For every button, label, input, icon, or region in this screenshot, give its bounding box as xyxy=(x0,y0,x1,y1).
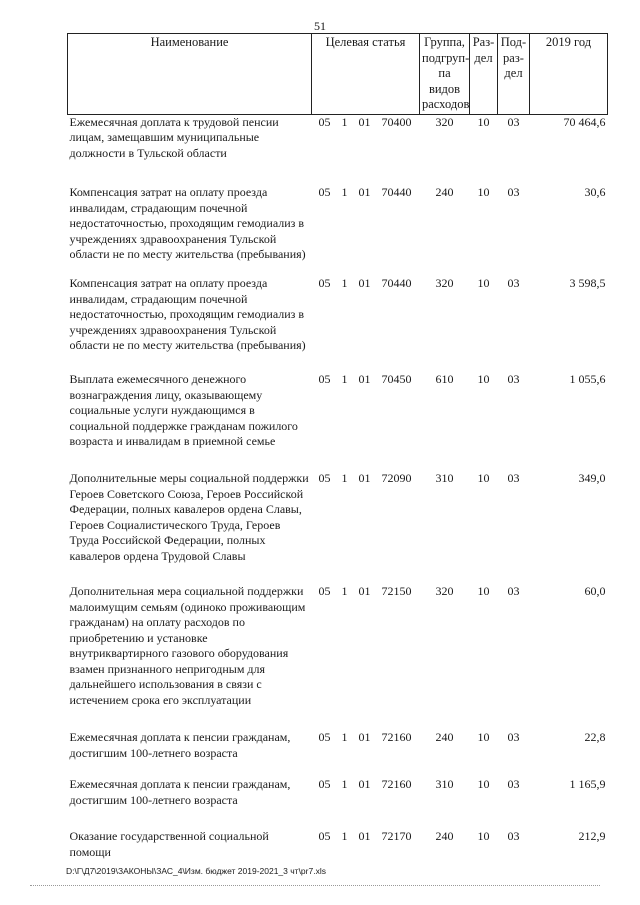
row-amount-2019: 30,6 xyxy=(584,185,606,199)
row-target-article xyxy=(312,584,420,730)
row-expense-group: 320 xyxy=(435,276,454,290)
budget-table xyxy=(67,33,608,869)
table-row xyxy=(68,777,608,829)
target-article-part: 05 xyxy=(318,777,331,791)
target-article-part: 72090 xyxy=(381,471,412,485)
target-article-part: 70440 xyxy=(381,276,412,290)
target-article-part: 72170 xyxy=(381,829,412,843)
row-amount-2019: 70 464,6 xyxy=(563,114,606,129)
row-target-article xyxy=(312,276,420,372)
row-expense-group: 240 xyxy=(435,829,454,843)
row-section: 10 xyxy=(477,777,490,791)
row-subsection: 03 xyxy=(507,114,520,129)
row-section: 10 xyxy=(477,276,490,290)
row-subsection: 03 xyxy=(507,185,520,199)
target-article-part: 1 xyxy=(341,777,348,791)
footer-divider xyxy=(30,885,600,886)
row-subsection: 03 xyxy=(507,829,520,843)
row-subsection: 03 xyxy=(507,372,520,386)
row-target-article xyxy=(312,114,420,185)
row-amount-2019: 212,9 xyxy=(578,829,606,843)
row-name: Дополнительная мера социальной поддержки малоимущим семьям (одиноко проживающим гражданам) на оплату расходов по приобретению и установке внутриквартирного газового оборудования взамен признанного непригодным для дальнейшего использования в связи с истечением срока его эксплуатации xyxy=(69,584,306,707)
row-subsection: 03 xyxy=(507,471,520,485)
target-article-part: 01 xyxy=(358,471,371,485)
row-amount-2019: 3 598,5 xyxy=(569,276,606,290)
row-section: 10 xyxy=(477,185,490,199)
row-section: 10 xyxy=(477,584,490,598)
target-article-part: 05 xyxy=(318,114,331,129)
row-expense-group: 320 xyxy=(435,584,454,598)
target-article-part: 05 xyxy=(318,471,331,485)
target-article-part: 1 xyxy=(341,372,348,386)
target-article-part: 1 xyxy=(341,114,348,129)
row-subsection: 03 xyxy=(507,276,520,290)
target-article-part: 01 xyxy=(358,584,371,598)
target-article-part: 05 xyxy=(318,584,331,598)
table-row xyxy=(68,584,608,730)
header-subsection: Под-раз-дел xyxy=(498,34,530,115)
row-expense-group: 320 xyxy=(435,114,454,129)
table-row xyxy=(68,114,608,185)
row-name: Оказание государственной социальной помощи xyxy=(69,829,269,859)
header-name: Наименование xyxy=(68,34,312,115)
row-section: 10 xyxy=(477,372,490,386)
target-article-part: 70450 xyxy=(381,372,412,386)
target-article-part: 1 xyxy=(341,829,348,843)
row-section: 10 xyxy=(477,829,490,843)
row-expense-group: 240 xyxy=(435,185,454,199)
row-expense-group: 240 xyxy=(435,730,454,744)
target-article-part: 01 xyxy=(358,372,371,386)
row-amount-2019: 349,0 xyxy=(578,471,606,485)
row-amount-2019: 1 165,9 xyxy=(569,777,606,791)
table-row xyxy=(68,829,608,869)
row-section: 10 xyxy=(477,471,490,485)
row-expense-group: 310 xyxy=(435,471,454,485)
table-header-row xyxy=(68,34,608,115)
table-row xyxy=(68,185,608,276)
row-expense-group: 610 xyxy=(435,372,454,386)
row-name: Компенсация затрат на оплату проезда инвалидам, страдающим почечной недостаточностью, проходящим гемодиализ в учреждениях здравоохранения Тульской области не по месту жительства (пребывания) xyxy=(69,185,306,261)
header-year: 2019 год xyxy=(530,34,608,115)
target-article-part: 01 xyxy=(358,730,371,744)
target-article-part: 05 xyxy=(318,276,331,290)
row-subsection: 03 xyxy=(507,584,520,598)
target-article-part: 1 xyxy=(341,730,348,744)
row-name: Выплата ежемесячного денежного вознаграждения лицу, оказывающему социальные услуги нуждающимся в социальной поддержке гражданам пожилого возраста и инвалидам в приемной семье xyxy=(69,372,298,448)
target-article-part: 05 xyxy=(318,829,331,843)
row-target-article xyxy=(312,372,420,471)
target-article-part: 70440 xyxy=(381,185,412,199)
row-expense-group: 310 xyxy=(435,777,454,791)
target-article-part: 01 xyxy=(358,829,371,843)
row-target-article xyxy=(312,185,420,276)
row-name: Ежемесячная доплата к трудовой пенсии лицам, замещавшим муниципальные должности в Тульской области xyxy=(69,114,279,160)
header-section: Раз-дел xyxy=(470,34,498,115)
target-article-part: 05 xyxy=(318,730,331,744)
table-row xyxy=(68,372,608,471)
row-name: Компенсация затрат на оплату проезда инвалидам, страдающим почечной недостаточностью, проходящим гемодиализ в учреждениях здравоохранения Тульской области не по месту жительства (пребывания) xyxy=(69,276,306,352)
target-article-part: 05 xyxy=(318,372,331,386)
row-subsection: 03 xyxy=(507,730,520,744)
target-article-part: 01 xyxy=(358,185,371,199)
target-article-part: 70400 xyxy=(381,114,412,129)
page-number: 51 xyxy=(314,19,326,33)
target-article-part: 1 xyxy=(341,185,348,199)
target-article-part: 05 xyxy=(318,185,331,199)
table-row xyxy=(68,730,608,777)
row-target-article xyxy=(312,829,420,869)
table-row xyxy=(68,276,608,372)
row-name: Ежемесячная доплата к пенсии гражданам, достигшим 100-летнего возраста xyxy=(69,777,291,807)
row-section: 10 xyxy=(477,114,490,129)
target-article-part: 1 xyxy=(341,471,348,485)
table-body xyxy=(68,114,608,869)
target-article-part: 72160 xyxy=(381,777,412,791)
target-article-part: 01 xyxy=(358,276,371,290)
header-target-article: Целевая статья xyxy=(312,34,420,115)
row-subsection: 03 xyxy=(507,777,520,791)
target-article-part: 01 xyxy=(358,114,371,129)
row-target-article xyxy=(312,730,420,777)
row-section: 10 xyxy=(477,730,490,744)
table-row xyxy=(68,471,608,584)
target-article-part: 01 xyxy=(358,777,371,791)
row-name: Ежемесячная доплата к пенсии гражданам, достигшим 100-летнего возраста xyxy=(69,730,291,760)
row-name: Дополнительные меры социальной поддержки Героев Советского Союза, Героев Российской Федерации, полных кавалеров ордена Славы, Героев Социалистического Труда, Героев Труда Российской Федерации, полных кавалеров ордена Трудовой Славы xyxy=(69,471,309,563)
row-amount-2019: 22,8 xyxy=(584,730,606,744)
target-article-part: 72150 xyxy=(381,584,412,598)
file-path-footer: D:\Г\Д7\2019\ЗАКОНЫ\ЗАС_4\Изм. бюджет 2019-2021_3 чт\pr7.xls xyxy=(66,866,326,876)
row-target-article xyxy=(312,777,420,829)
header-expense-group: Группа, подгруп-па видов расходов xyxy=(420,34,470,115)
row-target-article xyxy=(312,471,420,584)
row-amount-2019: 1 055,6 xyxy=(569,372,606,386)
target-article-part: 72160 xyxy=(381,730,412,744)
row-amount-2019: 60,0 xyxy=(584,584,606,598)
target-article-part: 1 xyxy=(341,276,348,290)
target-article-part: 1 xyxy=(341,584,348,598)
